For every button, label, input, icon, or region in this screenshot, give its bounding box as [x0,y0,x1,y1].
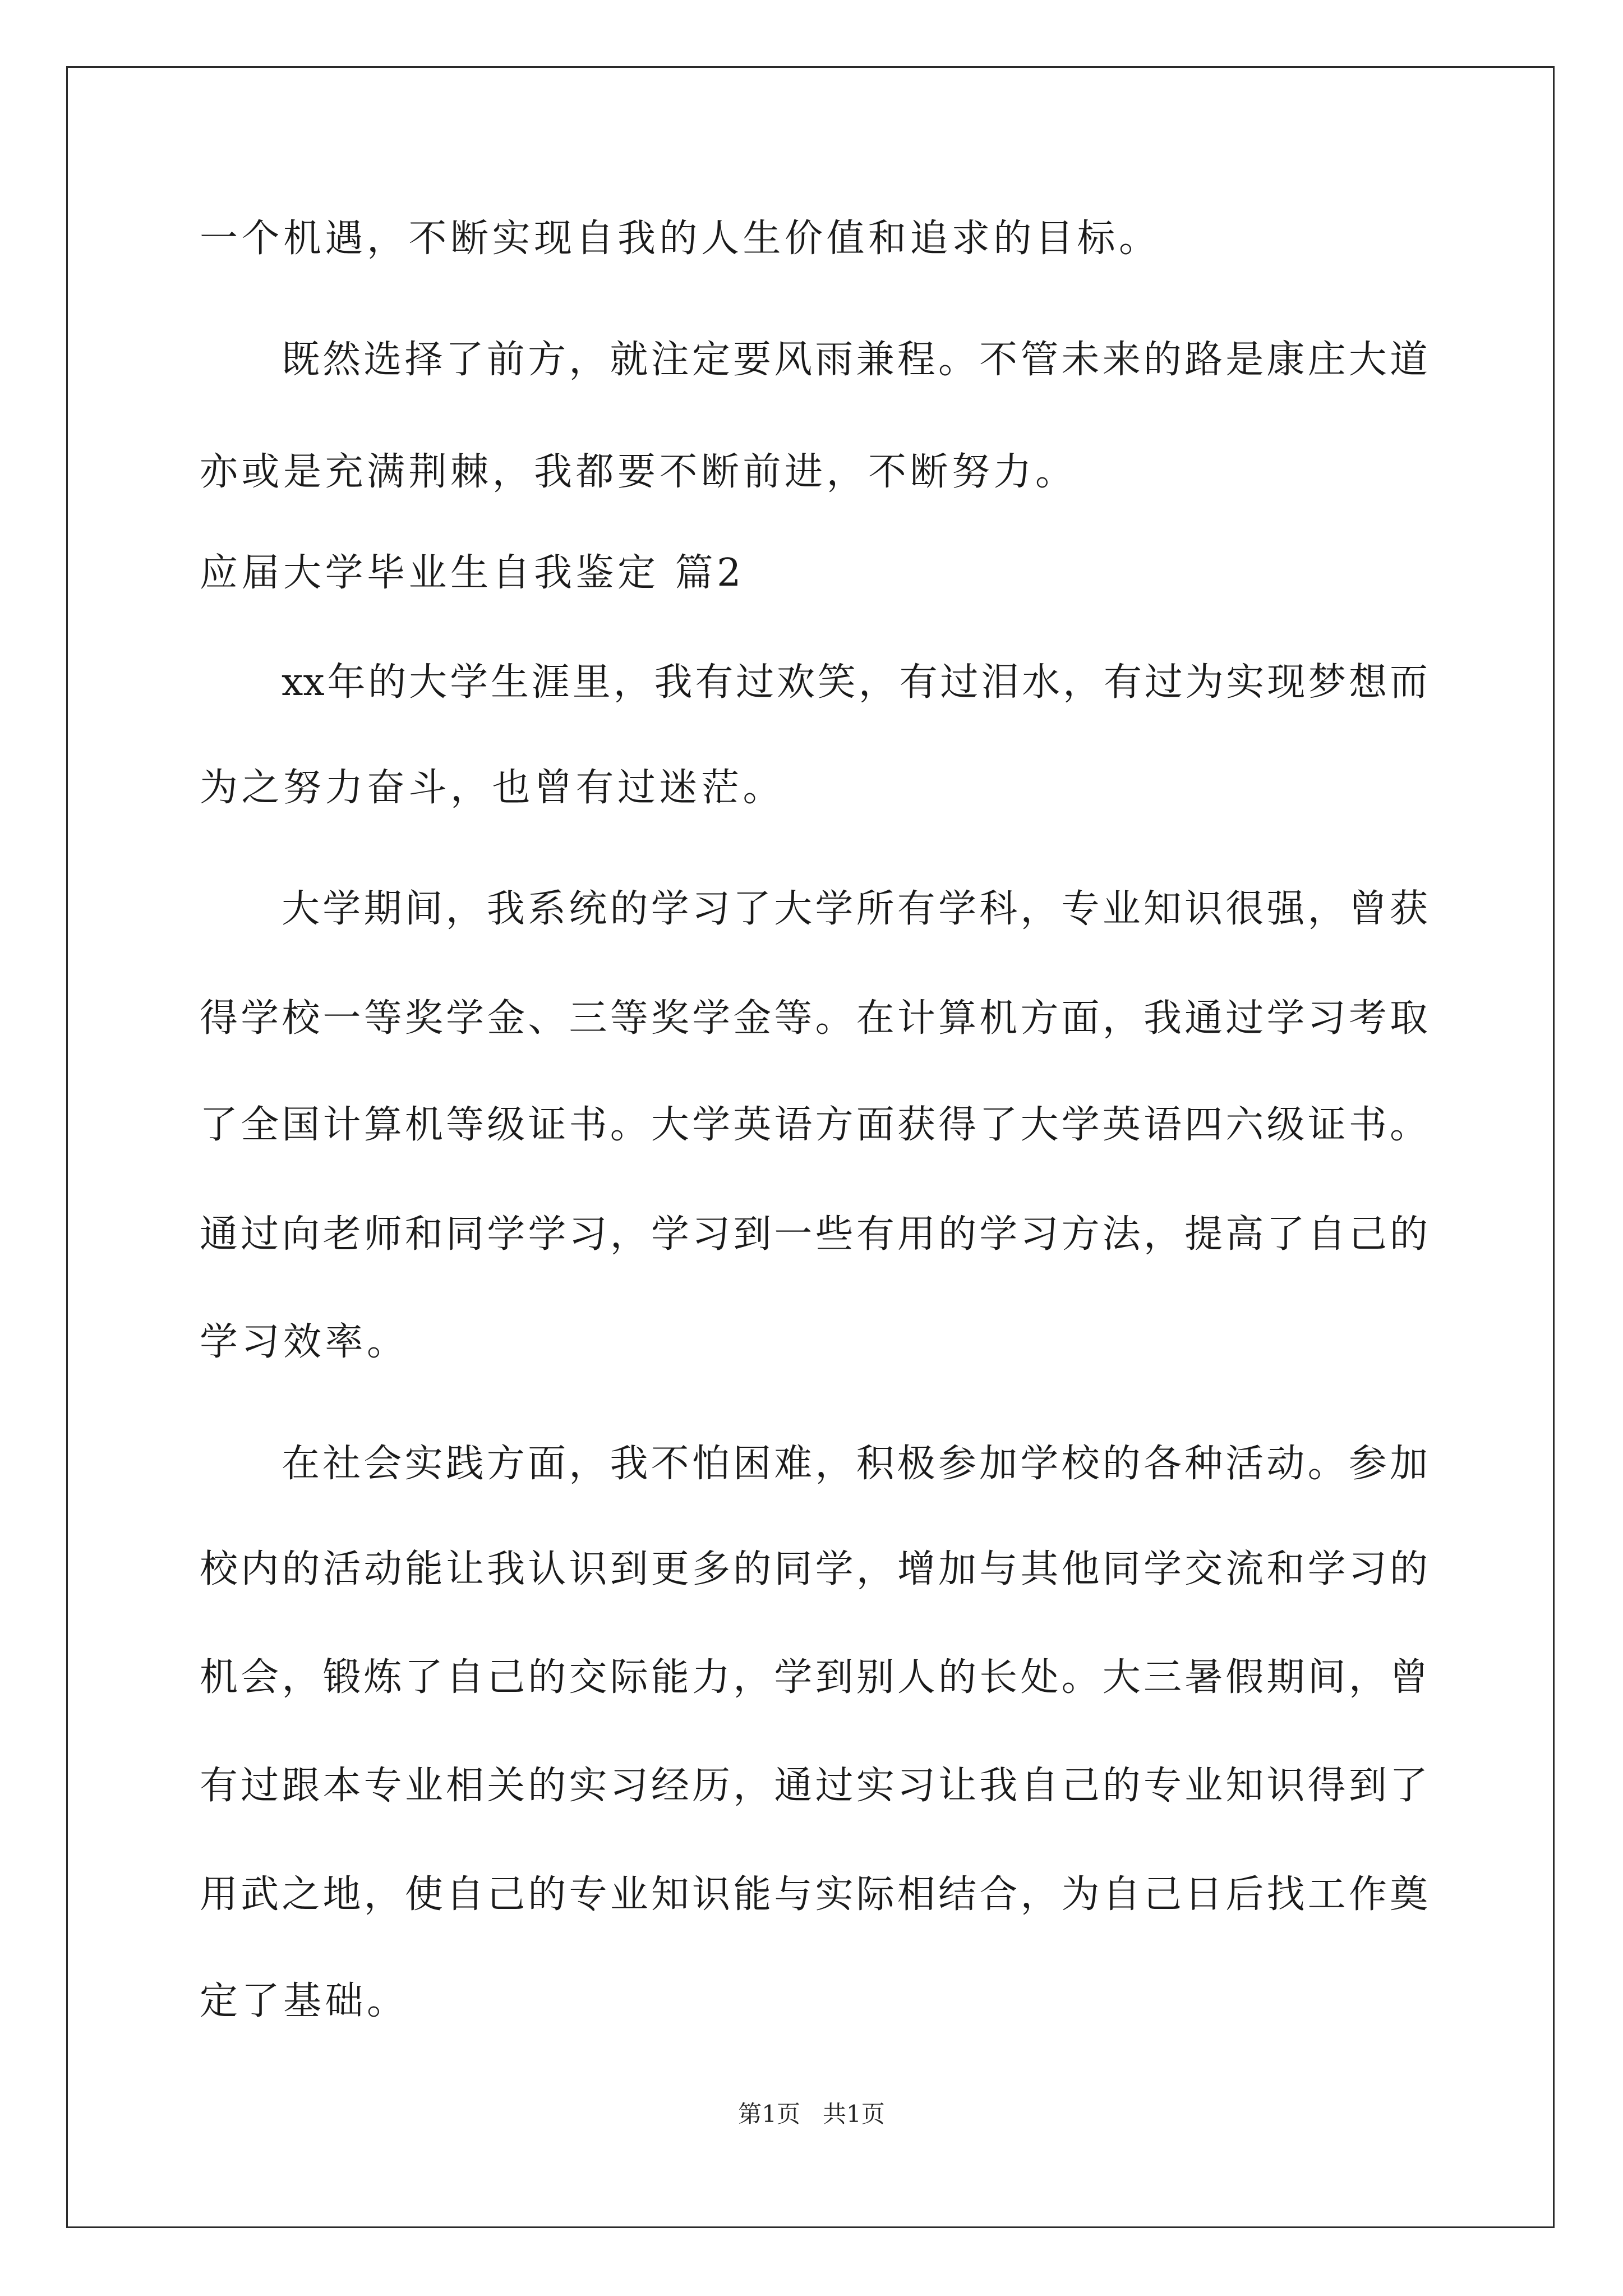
paragraph-line: 亦或是充满荆棘，我都要不断前进，不断努力。 [200,450,1077,494]
paragraph-line: 一个机遇，不断实现自我的人生价值和追求的目标。 [200,217,1161,261]
paragraph-line: xx年的大学生涯里，我有过欢笑，有过泪水，有过为实现梦想而 [282,660,1428,705]
section-heading: 应届大学毕业生自我鉴定 篇2 [200,551,745,595]
paragraph-line: 在社会实践方面，我不怕困难，积极参加学校的各种活动。参加 [282,1442,1428,1486]
paragraph-line: 得学校一等奖学金、三等奖学金等。在计算机方面，我通过学习考取 [200,996,1428,1041]
paragraph-line: 用武之地，使自己的专业知识能与实际相结合，为自己日后找工作奠 [200,1872,1428,1917]
paragraph-line: 学习效率。 [200,1320,409,1364]
paragraph-line: 通过向老师和同学学习，学习到一些有用的学习方法，提高了自己的 [200,1212,1428,1257]
paragraph-line: 有过跟本专业相关的实习经历，通过实习让我自己的专业知识得到了 [200,1764,1428,1808]
paragraph-line: 了全国计算机等级证书。大学英语方面获得了大学英语四六级证书。 [200,1103,1428,1147]
paragraph-line: 校内的活动能让我认识到更多的同学，增加与其他同学交流和学习的 [200,1547,1428,1591]
paragraph-line: 机会，锻炼了自己的交际能力，学到别人的长处。大三暑假期间，曾 [200,1655,1428,1700]
paragraph-line: 大学期间，我系统的学习了大学所有学科，专业知识很强，曾获 [282,887,1428,931]
paragraph-line: 定了基础。 [200,1979,409,2023]
paragraph-line: 既然选择了前方，就注定要风雨兼程。不管未来的路是康庄大道 [282,338,1428,382]
paragraph-line: 为之努力奋斗，也曾有过迷茫。 [200,766,785,810]
page-number-footer: 第1页 共1页 [738,2100,885,2128]
